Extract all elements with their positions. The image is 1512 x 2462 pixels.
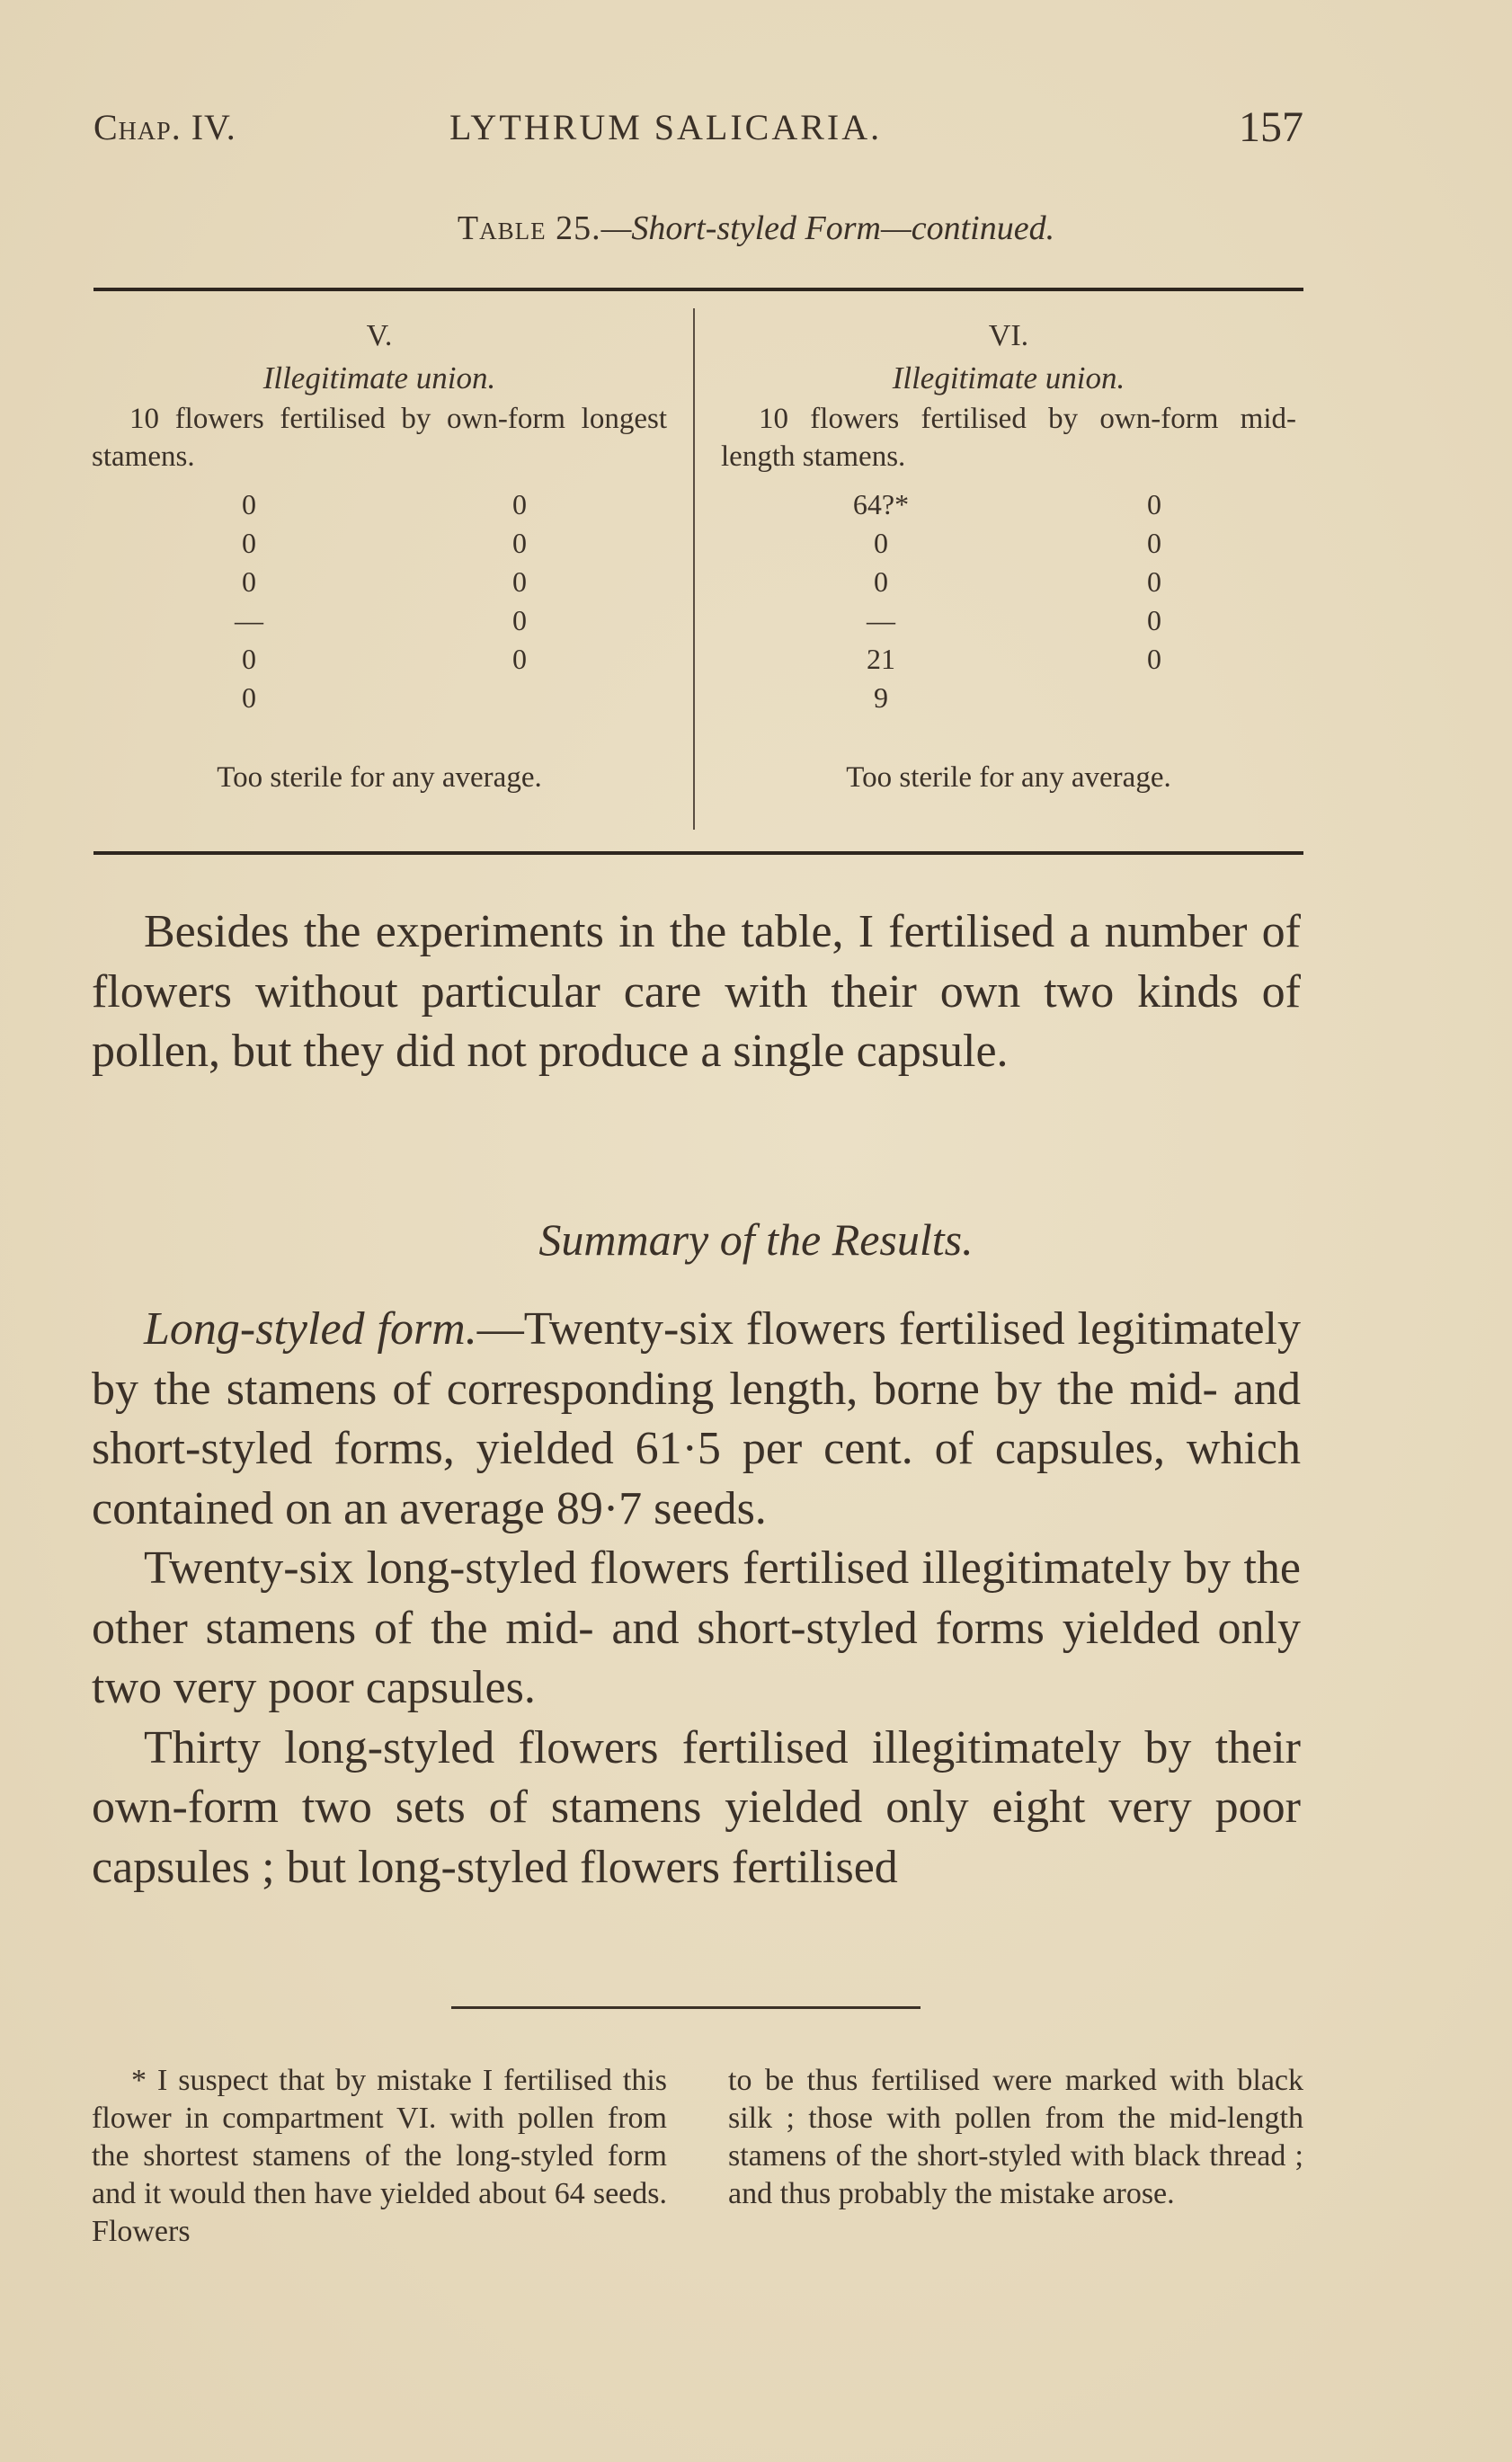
footnote-rule	[451, 2006, 921, 2009]
table-column-divider	[693, 308, 695, 830]
seed-count-cell: 21	[867, 643, 895, 675]
seed-count-cell: 0	[512, 527, 527, 559]
column-numeral: VI.	[988, 319, 1029, 352]
footnote-text: * I suspect that by mistake I fertilised this flower in compartment VI. with pollen from the shortest stamens of the long-styled form and it would then have yielded about 64 seeds. Flowers	[92, 2064, 667, 2248]
paragraph-lead: Long-styled form.	[144, 1303, 477, 1355]
table-caption-number: Table 25.	[457, 209, 601, 247]
seed-count-cell: —	[867, 604, 895, 636]
seed-count-cell: 64?*	[852, 488, 910, 520]
seed-count-cell: 0	[512, 488, 527, 520]
chapter-label: Chap. IV.	[93, 107, 236, 147]
page-number: 157	[1239, 103, 1303, 151]
seed-count-cell: 0	[512, 643, 527, 675]
table-column-vi	[721, 319, 1296, 794]
seed-count-cell: 0	[242, 488, 256, 520]
paragraph-text: Besides the experiments in the table, I fertilised a number of flowers without particular care with their own two kinds of pollen, but they did not produce a single capsule.	[92, 906, 1301, 1077]
column-union-type: Illegitimate union.	[892, 360, 1125, 396]
running-head	[93, 103, 1303, 160]
column-numeral: V.	[366, 319, 393, 352]
column-average: Too sterile for any average.	[217, 761, 542, 794]
column-description: 10 flowers fertilised by own-form longest stamens.	[92, 403, 667, 473]
paragraph-long-styled-own-form: Thirty long-styled flowers fertilised illegitimately by their own-form two sets of stamens yielded only eight very poor capsules ; but long-styled flowers fertilised	[92, 1721, 1301, 1893]
table-bottom-rule	[93, 851, 1303, 855]
seed-count-cell: 0	[1147, 565, 1161, 598]
footnote-right-column	[728, 2062, 1303, 2213]
table-column-v	[92, 319, 667, 794]
seed-count-cell: 0	[512, 604, 527, 636]
seed-count-cell: 0	[1147, 643, 1161, 675]
footnote-text: to be thus fertilised were marked with black silk ; those with pollen from the mid-length stamens of the short-styled with black thread ; and thus probably the mistake arose.	[728, 2064, 1303, 2210]
column-values	[721, 488, 1296, 776]
seed-count-cell: —	[235, 604, 263, 636]
seed-count-cell: 0	[1147, 604, 1161, 636]
seed-count-cell: 0	[874, 527, 888, 559]
summary-body	[92, 1300, 1301, 1898]
table-top-rule	[93, 288, 1303, 291]
seed-count-cell: 9	[874, 681, 888, 714]
paragraph-text: —Twenty-six flowers fertilised legitimately by the stamens of corresponding length, borne by the mid- and short-styled forms, yielded 61·5 per cent. of capsules, which contained on an average 89·7 seeds.	[92, 1303, 1301, 1534]
seed-count-cell: 0	[512, 565, 527, 598]
column-union-type: Illegitimate union.	[262, 360, 496, 396]
seed-count-cell: 0	[242, 681, 256, 714]
paragraph-long-styled-legitimate	[92, 1300, 1301, 1539]
footnote-left-column	[92, 2062, 667, 2251]
paragraph-experiments	[92, 902, 1301, 1082]
column-values	[92, 488, 667, 776]
seed-count-cell: 0	[242, 643, 256, 675]
seed-count-cell: 0	[242, 527, 256, 559]
seed-count-cell: 0	[874, 565, 888, 598]
seed-count-cell: 0	[1147, 527, 1161, 559]
column-average: Too sterile for any average.	[846, 761, 1171, 794]
table-caption-title: —Short-styled Form—continued.	[600, 209, 1055, 247]
table-caption	[0, 209, 1512, 248]
running-title: LYTHRUM SALICARIA.	[449, 107, 883, 147]
paragraph-long-styled-illegitimate: Twenty-six long-styled flowers fertilised illegitimately by the other stamens of the mid- and short-styled forms yielded only two very poor capsules.	[92, 1542, 1301, 1713]
seed-count-cell: 0	[242, 565, 256, 598]
column-description: 10 flowers fertilised by own-form mid-length stamens.	[721, 403, 1296, 473]
section-heading: Summary of the Results.	[538, 1214, 974, 1265]
seed-count-cell: 0	[1147, 488, 1161, 520]
